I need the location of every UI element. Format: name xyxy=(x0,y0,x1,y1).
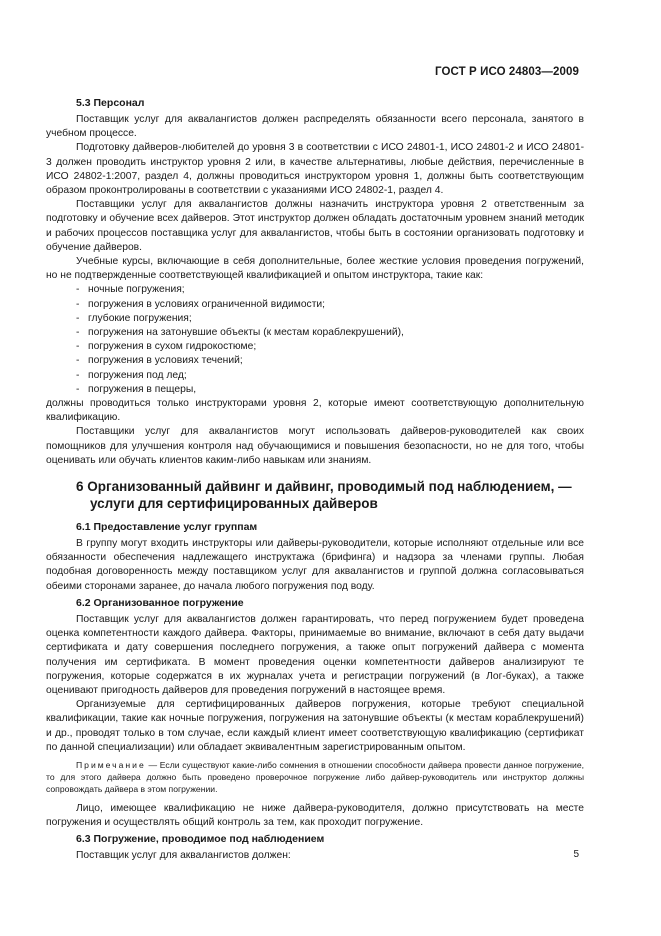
section-6-1-heading: 6.1 Предоставление услуг группам xyxy=(76,521,258,534)
page-content xyxy=(46,96,584,863)
note xyxy=(46,759,584,796)
list-item: - погружения под лед; xyxy=(76,369,187,381)
list-item: - погружения в условиях ограниченной видимости; xyxy=(76,298,326,310)
list-item: - ночные погружения; xyxy=(76,284,185,296)
list-item: - погружения в условиях течений; xyxy=(76,355,243,367)
paragraph: Учебные курсы, включающие в себя дополнительные, более жесткие условия проведения погружений, но не подтвержденные соответствующей квалификацией и опытом инструктора, такие как: xyxy=(46,256,584,282)
paragraph: должны проводиться только инструкторами уровня 2, которые имеют соответствующую дополнительную квалификацию. xyxy=(46,398,584,424)
paragraph: Лицо, имеющее квалификацию не ниже дайвера-руководителя, должно присутствовать на месте погружения и осуществлять общий контроль за тем, как проходит погружение. xyxy=(46,802,584,828)
paragraph: Поставщики услуг для аквалангистов должны назначить инструктора уровня 2 ответственным за подготовку и обучение всех дайверов. Этот инструктор должен обладать достаточным уровнем знаний методик и рабочих процессов поставщика услуг для аквалангистов, чтобы быть в состоянии организовать подготовку и обучение дайверов. xyxy=(46,199,584,253)
paragraph: В группу могут входить инструкторы или дайверы-руководители, которые исполняют отдельные или все обязанности обеспечения надлежащего инструктажа (брифинга) и надзора за членами группы. Любая подобная договоренность между поставщиком услуг для аквалангистов и группой должна согласовываться обеими сторонами заранее, до начала любого погружения под воду. xyxy=(46,538,584,592)
document-code: ГОСТ Р ИСО 24803—2009 xyxy=(434,66,579,78)
list-item: - погружения в сухом гидрокостюме; xyxy=(76,341,257,353)
paragraph: Поставщики услуг для аквалангистов могут использовать дайверов-руководителей как своих помощников для улучшения контроля над обучающимися и повышения безопасности, но не для того, чтобы оценивать или обучать клиентов каким-либо навыкам или знаниям. xyxy=(46,426,584,466)
section-6-heading-line2: услуги для сертифицированных дайверов xyxy=(90,496,378,512)
paragraph: Организуемые для сертифицированных дайверов погружения, которые требуют специальной квалификации, такие как ночные погружения, погружения на затонувшие объекты (к местам кораблекрушений) и др., проводят только в том случае, если каждый клиент имеет соответствующую квалификацию (сертификат по данной специализации) или обладает эквивалентным зарегистрированным опытом. xyxy=(46,699,584,753)
page-number: 5 xyxy=(573,849,579,860)
list-item: - погружения на затонувшие объекты (к местам кораблекрушений), xyxy=(76,327,404,339)
paragraph: Поставщик услуг для аквалангистов должен: xyxy=(76,849,291,861)
list-item: - погружения в пещеры, xyxy=(76,383,197,395)
note-text: — Если существуют какие-либо сомнения в отношении способности дайвера провести данное погружение, то для этого дайвера должно быть проведено проверочное погружение либо дайвер-руководитель или инструктор должны сопровождать дайвера в этом погружении. xyxy=(46,759,584,795)
section-5-3-heading: 5.3 Персонал xyxy=(76,97,145,109)
dive-types-list xyxy=(46,283,584,397)
section-6-2-heading: 6.2 Организованное погружение xyxy=(76,596,244,609)
paragraph: Поставщик услуг для аквалангистов должен гарантировать, что перед погружением будет проведена оценка компетентности каждого дайвера. Факторы, принимаемые во внимание, включают в себя дату выдачи сертификата и дату совершения последнего погружения, а также опыт погружений дайвера с момента получения им сертификата. В момент проведения оценки компетентности дайверов анализируют те погружения, которые содержатся в их журналах учета и регистрации погружений (в Лог-буках), а также оценивают пригодность дайверов для проведения погружений в настоящее время. xyxy=(46,613,584,696)
paragraph: Подготовку дайверов-любителей до уровня 3 в соответствии с ИСО 24801-1, ИСО 24801-2 и ИСО 24801-3 должен проводить инструктор уровня 2 или, в качестве альтернативы, любые действия, перечисленные в ИСО 24802-1:2007, раздел 4, должны проводиться инструктором уровня 1, должны быть соответствующим образом проконтролированы в соответствии с указаниями ИСО 24802-1, раздел 4. xyxy=(46,142,584,197)
section-6-3-heading: 6.3 Погружение, проводимое под наблюдением xyxy=(76,832,325,845)
paragraph: Поставщик услуг для аквалангистов должен распределять обязанности всего персонала, занятого в учебном процессе. xyxy=(46,114,584,140)
section-6-heading xyxy=(76,478,584,512)
section-6-heading-line1: 6 Организованный дайвинг и дайвинг, проводимый под наблюдением, — xyxy=(76,479,572,495)
list-item: - глубокие погружения; xyxy=(76,312,192,324)
note-label: Примечание xyxy=(76,759,146,770)
